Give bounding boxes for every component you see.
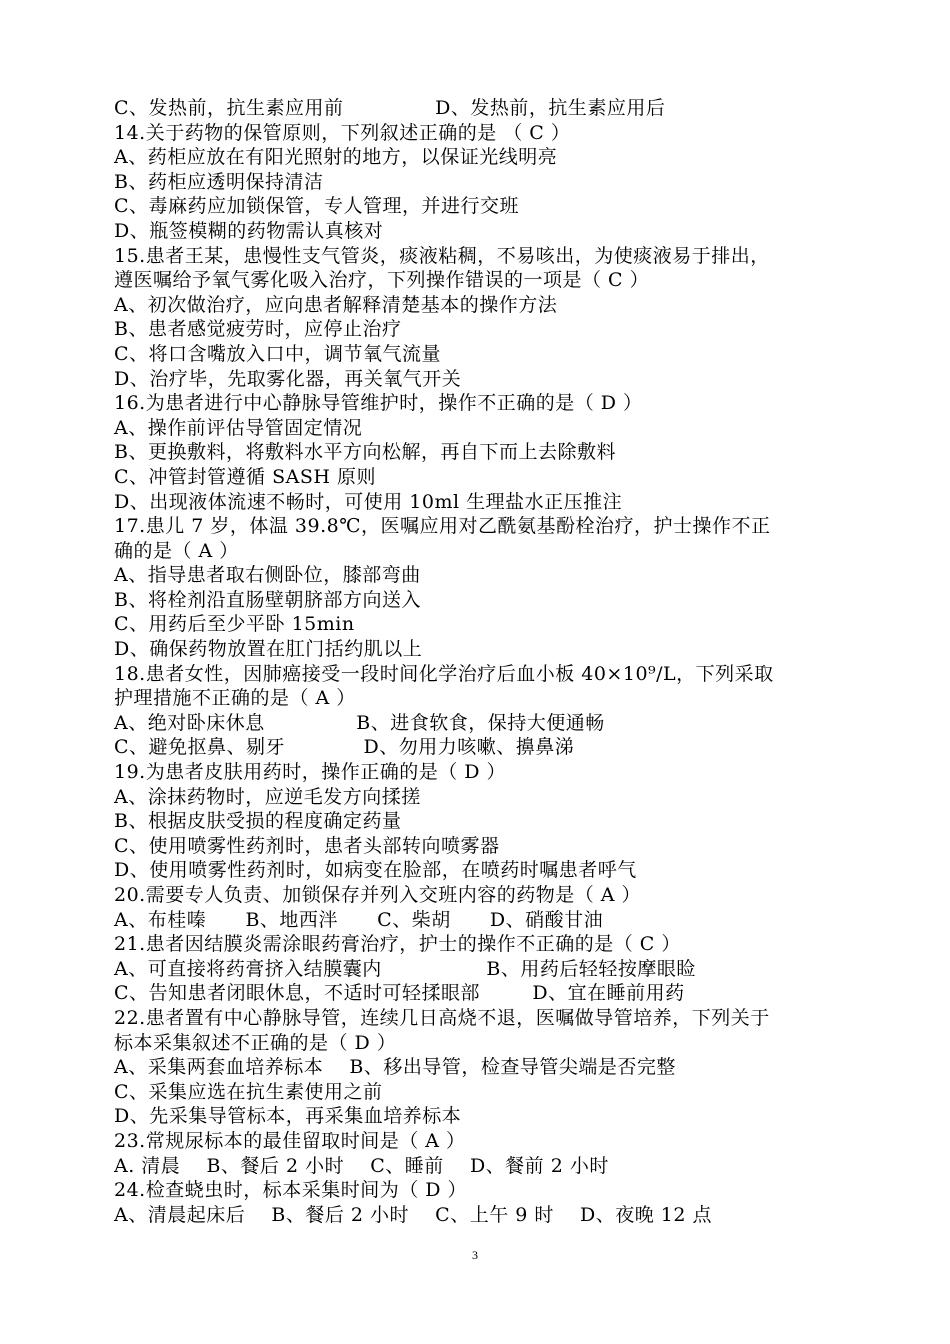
- text-line: B、根据皮肤受损的程度确定药量: [114, 810, 402, 833]
- text-line: 20.需要专人负责、加锁保存并列入交班内容的药物是（ A ）: [114, 884, 642, 906]
- text-line: D、确保药物放置在肛门括约肌以上: [114, 638, 423, 661]
- text-line: A、布桂嗪 B、地西泮 C、柴胡 D、硝酸甘油: [114, 908, 604, 931]
- text-line: C、发热前，抗生素应用前 D、发热前，抗生素应用后: [114, 97, 666, 119]
- text-line: 21.患者因结膜炎需涂眼药膏治疗，护士的操作不正确的是（ C ）: [114, 933, 681, 956]
- text-line: 24.检查蛲虫时，标本采集时间为（ D ）: [114, 1179, 468, 1202]
- text-line: A、涂抹药物时，应逆毛发方向揉搓: [114, 785, 421, 808]
- text-line: C、用药后至少平卧 15min: [114, 613, 355, 636]
- text-line: A、指导患者取右侧卧位，膝部弯曲: [114, 564, 421, 587]
- text-line: 护理措施不正确的是（ A ）: [114, 687, 356, 710]
- text-line: D、使用喷雾性药剂时，如病变在脸部，在喷药时嘱患者呼气: [114, 859, 637, 882]
- text-line: C、毒麻药应加锁保管，专人管理，并进行交班: [114, 195, 520, 218]
- text-line: C、冲管封管遵循 SASH 原则: [114, 465, 376, 488]
- text-line: B、将栓剂沿直肠壁朝脐部方向送入: [114, 588, 421, 611]
- page-number: 3: [472, 1248, 478, 1262]
- text-line: 遵医嘱给予氧气雾化吸入治疗，下列操作错误的一项是（ C ）: [114, 269, 650, 292]
- text-line: 18.患者女性，因肺癌接受一段时间化学治疗后血小板 40×10⁹/L，下列采取: [114, 662, 774, 685]
- text-line: C、采集应选在抗生素使用之前: [114, 1080, 383, 1103]
- text-line: C、告知患者闭眼休息，不适时可轻揉眼部 D、宜在睡前用药: [114, 982, 685, 1005]
- text-line: B、患者感觉疲劳时，应停止治疗: [114, 318, 402, 341]
- text-line: 17.患儿 7 岁，体温 39.8℃，医嘱应用对乙酰氨基酚栓治疗，护士操作不正: [114, 515, 771, 538]
- text-line: D、治疗毕，先取雾化器，再关氧气开关: [114, 367, 462, 390]
- text-line: 19.为患者皮肤用药时，操作正确的是（ D ）: [114, 761, 507, 784]
- text-line: D、出现液体流速不畅时，可使用 10ml 生理盐水正压推注: [114, 490, 623, 513]
- text-line: 确的是（ A ）: [114, 539, 239, 562]
- text-body: [114, 96, 854, 1227]
- text-line: 16.为患者进行中心静脉导管维护时，操作不正确的是（ D ）: [114, 392, 643, 415]
- text-line: A、清晨起床后 B、餐后 2 小时 C、上午 9 时 D、夜晚 12 点: [114, 1203, 713, 1226]
- text-line: 23.常规尿标本的最佳留取时间是（ A ）: [114, 1129, 466, 1152]
- text-line: C、避免抠鼻、剔牙 D、勿用力咳嗽、擤鼻涕: [114, 736, 575, 759]
- text-line: D、瓶签模糊的药物需认真核对: [114, 219, 384, 242]
- text-line: 14.关于药物的保管原则，下列叙述正确的是 （ C ）: [114, 121, 571, 144]
- text-line: B、药柜应透明保持清洁: [114, 170, 324, 193]
- text-line: A、采集两套血培养标本 B、移出导管，检查导管尖端是否完整: [114, 1056, 676, 1079]
- text-line: A. 清晨 B、餐后 2 小时 C、睡前 D、餐前 2 小时: [114, 1154, 609, 1177]
- text-line: 22.患者置有中心静脉导管，连续几日高烧不退，医嘱做导管培养，下列关于: [114, 1006, 770, 1029]
- text-line: D、先采集导管标本，再采集血培养标本: [114, 1105, 462, 1128]
- text-line: 标本采集叙述不正确的是（ D ）: [114, 1031, 397, 1054]
- text-line: 15.患者王某，患慢性支气管炎，痰液粘稠，不易咳出，为使痰液易于排出，: [114, 244, 770, 267]
- text-line: B、更换敷料，将敷料水平方向松解，再自下而上去除敷料: [114, 441, 616, 464]
- text-line: A、操作前评估导管固定情况: [114, 416, 363, 439]
- text-line: C、使用喷雾性药剂时，患者头部转向喷雾器: [114, 834, 500, 857]
- text-line: A、初次做治疗，应向患者解释清楚基本的操作方法: [114, 293, 558, 316]
- text-line: A、药柜应放在有阳光照射的地方，以保证光线明亮: [114, 146, 558, 169]
- text-line: A、可直接将药膏挤入结膜囊内 B、用药后轻轻按摩眼睑: [114, 957, 696, 980]
- text-line: C、将口含嘴放入口中，调节氧气流量: [114, 342, 442, 365]
- text-line: A、绝对卧床休息 B、进食软食，保持大便通畅: [114, 711, 605, 734]
